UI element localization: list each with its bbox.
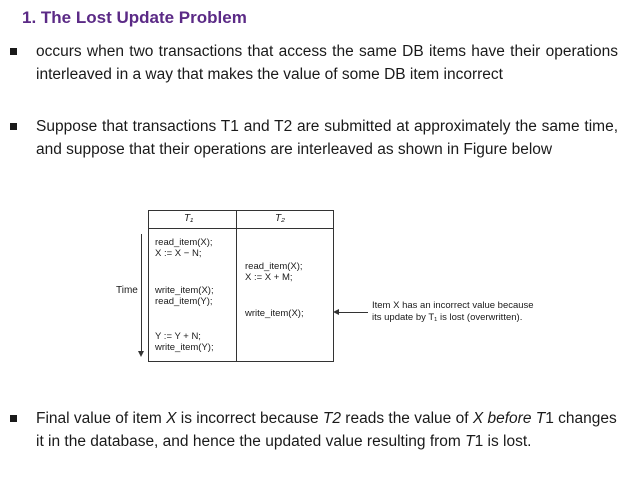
t2-compute-x: X := X + M; bbox=[245, 272, 293, 283]
bullet-square-icon bbox=[10, 48, 17, 55]
table-header bbox=[149, 211, 333, 229]
slide-title: 1. The Lost Update Problem bbox=[22, 8, 247, 27]
t2-header: T₂ bbox=[275, 213, 285, 224]
bullet-conclusion bbox=[10, 407, 618, 453]
time-arrow-icon bbox=[141, 234, 142, 352]
bullet-square-icon bbox=[10, 415, 17, 422]
t2-read-x: read_item(X); bbox=[245, 261, 303, 272]
bullet-definition bbox=[10, 40, 618, 86]
column-divider bbox=[236, 211, 237, 361]
time-label: Time bbox=[116, 285, 138, 296]
t1-read-y: read_item(Y); bbox=[155, 296, 213, 307]
bullet-text: Suppose that transactions T1 and T2 are submitted at approximately the same time, and suppose that their operations are interleaved as shown in Figure below bbox=[36, 118, 618, 158]
bullet-square-icon bbox=[10, 123, 17, 130]
annotation-line: Item X has an incorrect value because bbox=[372, 300, 534, 311]
t2-write-x: write_item(X); bbox=[245, 308, 304, 319]
bullet-text: Final value of item X is incorrect because T2 reads the value of X before T1 changes it in the database, and hence the updated value resulting from T1 is lost. bbox=[36, 410, 617, 450]
schedule-figure bbox=[108, 210, 548, 365]
annotation-line: its update by T₁ is lost (overwritten). bbox=[372, 312, 523, 323]
t1-compute-x: X := X − N; bbox=[155, 248, 202, 259]
bullet-text: occurs when two transactions that access the same DB items have their operations interleaved in a way that makes the value of some DB item incorrect bbox=[36, 43, 618, 83]
t1-write-x: write_item(X); bbox=[155, 285, 214, 296]
figure-annotation bbox=[372, 300, 552, 324]
t1-header: T₁ bbox=[184, 213, 194, 224]
t1-compute-y: Y := Y + N; bbox=[155, 331, 201, 342]
bullet-scenario bbox=[10, 115, 618, 161]
t1-write-y: write_item(Y); bbox=[155, 342, 214, 353]
arrow-left-icon bbox=[338, 312, 368, 313]
schedule-table bbox=[148, 210, 334, 362]
t1-read-x: read_item(X); bbox=[155, 237, 213, 248]
